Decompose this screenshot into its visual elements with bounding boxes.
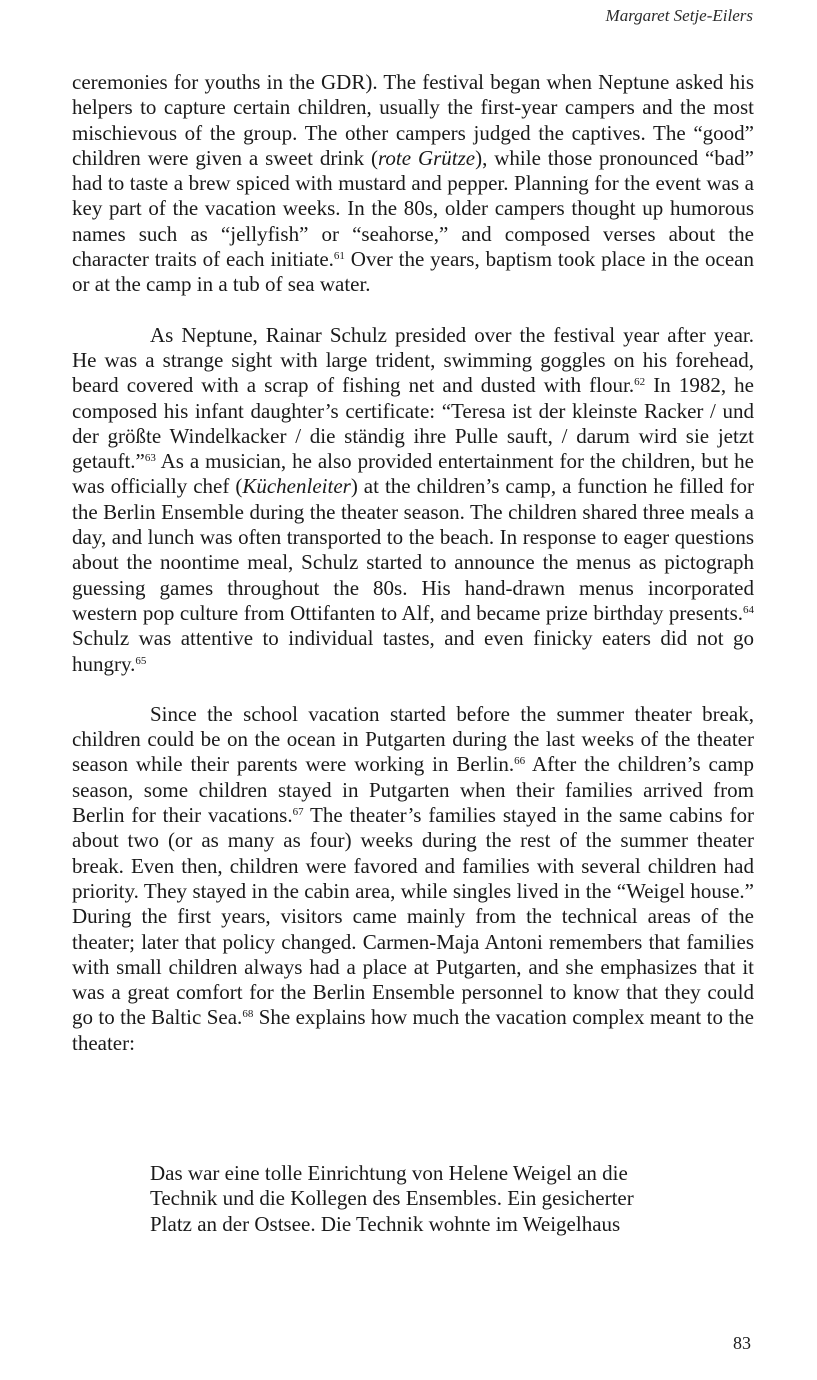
footnote-ref-67: 67 <box>292 806 304 819</box>
footnote-ref-63: 63 <box>144 452 156 465</box>
page-number: 83 <box>733 1333 751 1353</box>
text-run: As a musician, he also provided entertainment for the children, but he was officially chef ( <box>72 449 754 499</box>
text-run: As Neptune, Rainar Schulz presided over the festival year after year. He was a strange sight with large trident, swimming goggles on his forehead, beard covered with a scrap of fishing net and dusted with flour. <box>72 322 754 398</box>
text-run: She explains how much the vacation complex meant to the theater: <box>72 1005 754 1055</box>
text-run: Since the school vacation started before the summer theater break, children could be on the ocean in Putgarten during the last weeks of the theater season while their parents were working in Berlin. <box>72 701 754 777</box>
footnote-ref-61: 61 <box>333 250 345 263</box>
text-run: Schulz was attentive to individual tastes, and even finicky eaters did not go hungry. <box>72 626 754 676</box>
quote-line: Das war eine tolle Einrichtung von Helene Weigel an die <box>150 1161 628 1185</box>
running-head: Margaret Setje-Eilers <box>605 6 753 25</box>
paragraph-1 <box>72 70 754 298</box>
body-text <box>72 70 754 1081</box>
block-quote <box>150 1161 680 1237</box>
text-run: Over the years, baptism took place in the ocean or at the camp in a tub of sea water. <box>72 247 754 297</box>
italic-term: rote Grütze <box>378 145 476 170</box>
text-run: ), while those pronounced “bad” had to taste a brew spiced with mustard and pepper. Planning for the event was a key part of the vacation weeks. In the 80s, older campers thought up humorous names such as “jellyfish” or “seahorse,” and composed verses about the character traits of each initiate. <box>72 145 755 272</box>
footnote-ref-64: 64 <box>743 603 754 616</box>
footnote-ref-65: 65 <box>135 654 147 667</box>
text-run: In 1982, he composed his infant daughter’s certificate: “Teresa ist der kleinste Racker / und der größte Windelkacker / die ständig ihre Pulle sauft, / darum wird sie jetzt getauft.” <box>72 373 754 474</box>
footnote-ref-62: 62 <box>634 376 646 389</box>
footnote-ref-66: 66 <box>514 755 526 768</box>
footnote-ref-68: 68 <box>242 1008 254 1021</box>
quote-line: Technik und die Kollegen des Ensembles. Ein gesicherter <box>150 1186 634 1211</box>
text-run: After the children’s camp season, some children stayed in Putgarten when their families arrived from Berlin for their vacations. <box>72 752 754 828</box>
text-run: ) at the children’s camp, a function he filled for the Berlin Ensemble during the theater season. The children shared three meals a day, and lunch was often transported to the beach. In response to eager questions about the noontime meal, Schulz started to announce the menus as pictograph guessing games throughout the 80s. His hand-drawn menus incorporated western pop culture from Ottifanten to Alf, and became prize birthday presents. <box>72 474 754 625</box>
italic-term: Küchenleiter <box>242 474 351 499</box>
paragraph-2 <box>72 323 754 677</box>
text-run: ceremonies for youths in the GDR). The festival began when Neptune asked his helpers to capture certain children, usually the first-year campers and the most mischievous of the group. The other campers judged the captives. The “good” children were given a sweet drink ( <box>72 70 754 170</box>
paragraph-3 <box>72 702 754 1056</box>
text-run: The theater’s families stayed in the same cabins for about two (or as many as four) weeks during the rest of the summer theater break. Even then, children were favored and families with several children had priority. They stayed in the cabin area, while singles lived in the “Weigel house.” During the first years, visitors came mainly from the technical areas of the theater; later that policy changed. Carmen-Maja Antoni remembers that families with small children always had a place at Putgarten, and she emphasizes that it was a great comfort for the Berlin Ensemble personnel to know that they could go to the Baltic Sea. <box>72 803 754 1030</box>
quote-line: Platz an der Ostsee. Die Technik wohnte im Weigelhaus <box>150 1211 621 1236</box>
